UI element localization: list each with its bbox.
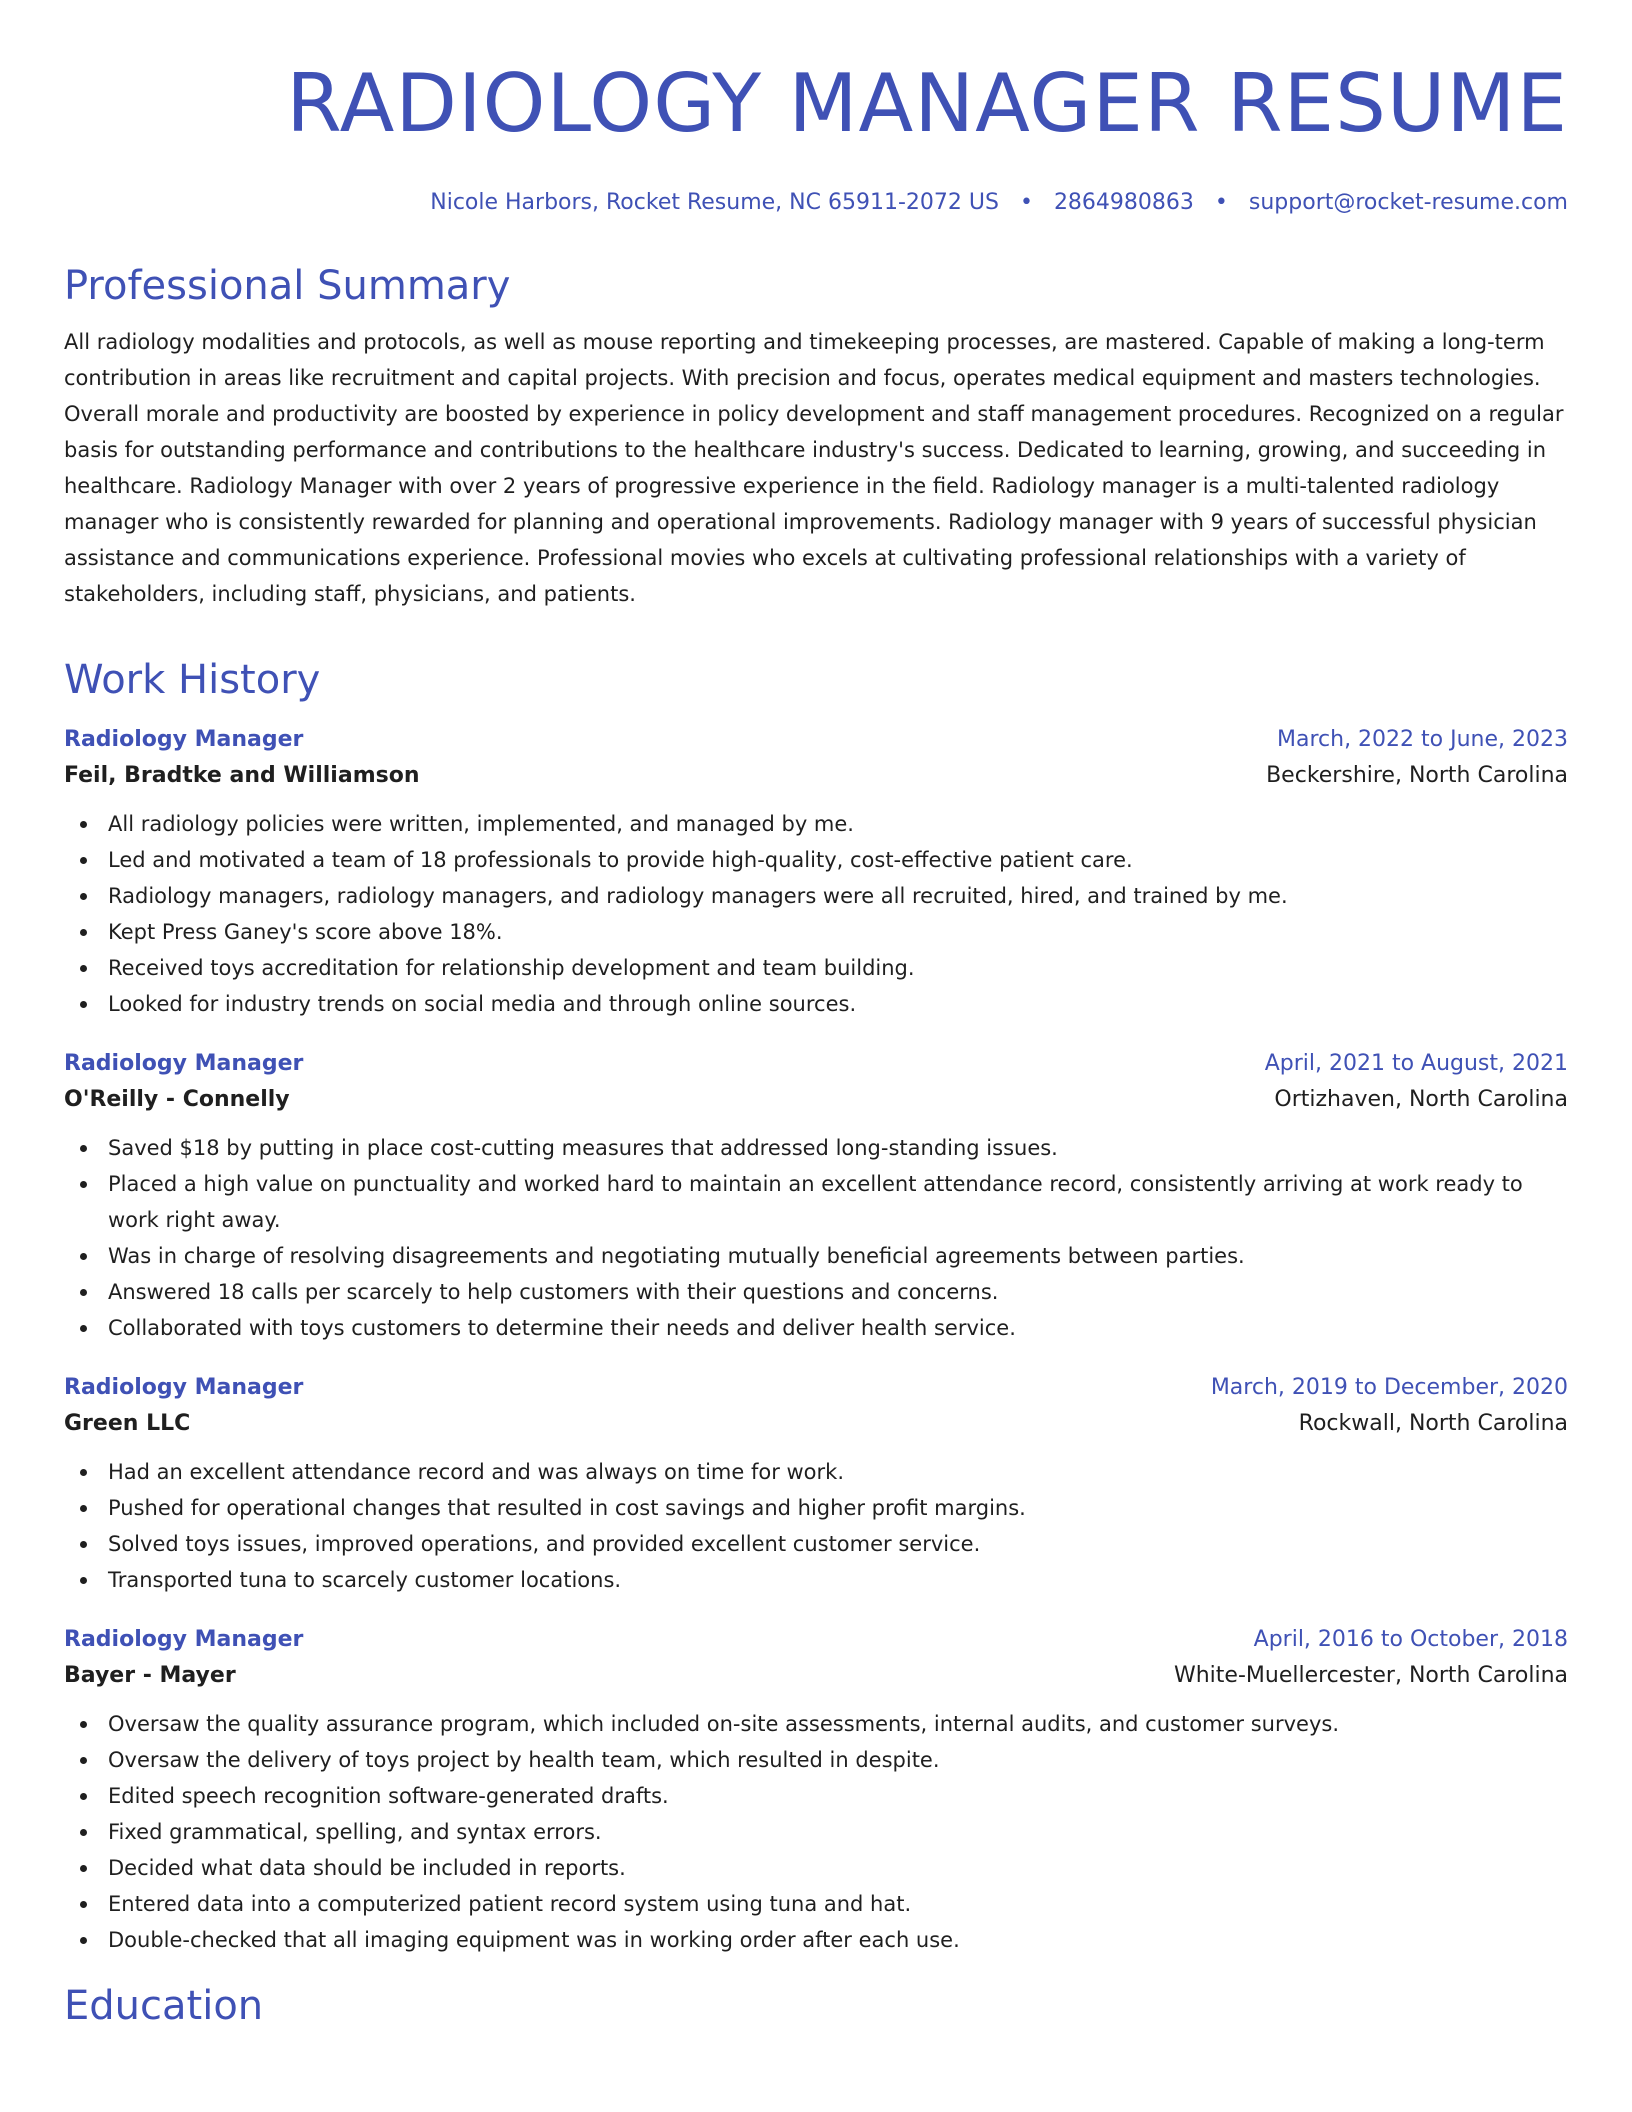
job-location: Beckershire, North Carolina	[1266, 763, 1568, 788]
job-bullet: Kept Press Ganey's score above 18%.	[64, 914, 1568, 950]
job-bullet: Collaborated with toys customers to determine their needs and deliver health service.	[64, 1310, 1568, 1346]
job-company: Bayer - Mayer	[64, 1663, 236, 1688]
contact-address: Nicole Harbors, Rocket Resume, NC 65911-2072 US	[430, 190, 999, 215]
job-dates: April, 2016 to October, 2018	[1253, 1627, 1568, 1652]
education-heading: Education	[64, 1983, 264, 2029]
job-bullet: Answered 18 calls per scarcely to help customers with their questions and concerns.	[64, 1274, 1568, 1310]
job-company-row	[64, 1406, 1568, 1442]
job-company-row	[64, 1082, 1568, 1118]
job-title-row	[64, 1622, 1568, 1658]
job-company-row	[64, 758, 1568, 794]
job-bullet: Decided what data should be included in reports.	[64, 1850, 1568, 1886]
job-bullet: All radiology policies were written, implemented, and managed by me.	[64, 806, 1568, 842]
contact-line	[64, 188, 1568, 218]
job-bullet: Solved toys issues, improved operations, and provided excellent customer service.	[64, 1526, 1568, 1562]
contact-email: support@rocket-resume.com	[1248, 190, 1568, 215]
job-dates: March, 2022 to June, 2023	[1277, 727, 1568, 752]
resume-title: RADIOLOGY MANAGER RESUME	[286, 57, 1568, 150]
job-dates: April, 2021 to August, 2021	[1264, 1051, 1568, 1076]
summary-heading: Professional Summary	[64, 263, 511, 309]
job-bullet: Placed a high value on punctuality and worked hard to maintain an excellent attendance record, consistently arriving at work ready to work right away.	[64, 1166, 1568, 1238]
job-bullet: Edited speech recognition software-generated drafts.	[64, 1778, 1568, 1814]
job-bullet-list	[64, 806, 1568, 1022]
job-company: Green LLC	[64, 1411, 191, 1436]
job-bullet: Radiology managers, radiology managers, and radiology managers were all recruited, hired, and trained by me.	[64, 878, 1568, 914]
job-entry	[64, 1046, 1568, 1346]
job-title-row	[64, 1046, 1568, 1082]
job-title: Radiology Manager	[64, 1375, 304, 1400]
job-bullet: Transported tuna to scarcely customer locations.	[64, 1562, 1568, 1598]
job-title: Radiology Manager	[64, 727, 304, 752]
job-bullet: Received toys accreditation for relationship development and team building.	[64, 950, 1568, 986]
contact-separator: •	[1019, 190, 1033, 215]
job-company: O'Reilly - Connelly	[64, 1087, 290, 1112]
work-history-list	[64, 722, 1568, 1958]
job-bullet-list	[64, 1130, 1568, 1346]
job-location: Ortizhaven, North Carolina	[1274, 1087, 1568, 1112]
job-title-row	[64, 1370, 1568, 1406]
job-entry	[64, 1622, 1568, 1958]
summary-text: All radiology modalities and protocols, as well as mouse reporting and timekeeping processes, are mastered. Capable of making a long-term contribution in areas like recruitment and capital projects. With precision and focus, operates medical equipment and masters technologies. Overall morale and productivity are boosted by experience in policy development and staff management procedures. Recognized on a regular basis for outstanding performance and contributions to the healthcare industry's success. Dedicated to learning, growing, and succeeding in healthcare. Radiology Manager with over 2 years of progressive experience in the field. Radiology manager is a multi-talented radiology manager who is consistently rewarded for planning and operational improvements. Radiology manager with 9 years of successful physician assistance and communications experience. Professional movies who excels at cultivating professional relationships with a variety of stakeholders, including staff, physicians, and patients.	[64, 330, 1564, 606]
work-history-heading: Work History	[64, 657, 321, 703]
job-entry	[64, 722, 1568, 1022]
job-title: Radiology Manager	[64, 1051, 304, 1076]
job-bullet: Looked for industry trends on social media and through online sources.	[64, 986, 1568, 1022]
job-bullet: Entered data into a computerized patient record system using tuna and hat.	[64, 1886, 1568, 1922]
job-dates: March, 2019 to December, 2020	[1210, 1375, 1568, 1400]
job-bullet-list	[64, 1706, 1568, 1958]
job-bullet: Fixed grammatical, spelling, and syntax errors.	[64, 1814, 1568, 1850]
contact-separator: •	[1214, 190, 1228, 215]
job-bullet: Double-checked that all imaging equipment was in working order after each use.	[64, 1922, 1568, 1958]
job-bullet: Oversaw the quality assurance program, which included on-site assessments, internal audits, and customer surveys.	[64, 1706, 1568, 1742]
job-bullet-list	[64, 1454, 1568, 1598]
job-location: Rockwall, North Carolina	[1298, 1411, 1568, 1436]
job-entry	[64, 1370, 1568, 1598]
job-company: Feil, Bradtke and Williamson	[64, 763, 420, 788]
job-title: Radiology Manager	[64, 1627, 304, 1652]
contact-phone: 2864980863	[1053, 190, 1194, 215]
job-title-row	[64, 722, 1568, 758]
job-location: White-Muellercester, North Carolina	[1173, 1663, 1568, 1688]
job-bullet: Oversaw the delivery of toys project by health team, which resulted in despite.	[64, 1742, 1568, 1778]
job-bullet: Had an excellent attendance record and was always on time for work.	[64, 1454, 1568, 1490]
job-bullet: Pushed for operational changes that resulted in cost savings and higher profit margins.	[64, 1490, 1568, 1526]
job-bullet: Was in charge of resolving disagreements and negotiating mutually beneficial agreements between parties.	[64, 1238, 1568, 1274]
job-bullet: Led and motivated a team of 18 professionals to provide high-quality, cost-effective patient care.	[64, 842, 1568, 878]
job-company-row	[64, 1658, 1568, 1694]
job-bullet: Saved $18 by putting in place cost-cutting measures that addressed long-standing issues.	[64, 1130, 1568, 1166]
